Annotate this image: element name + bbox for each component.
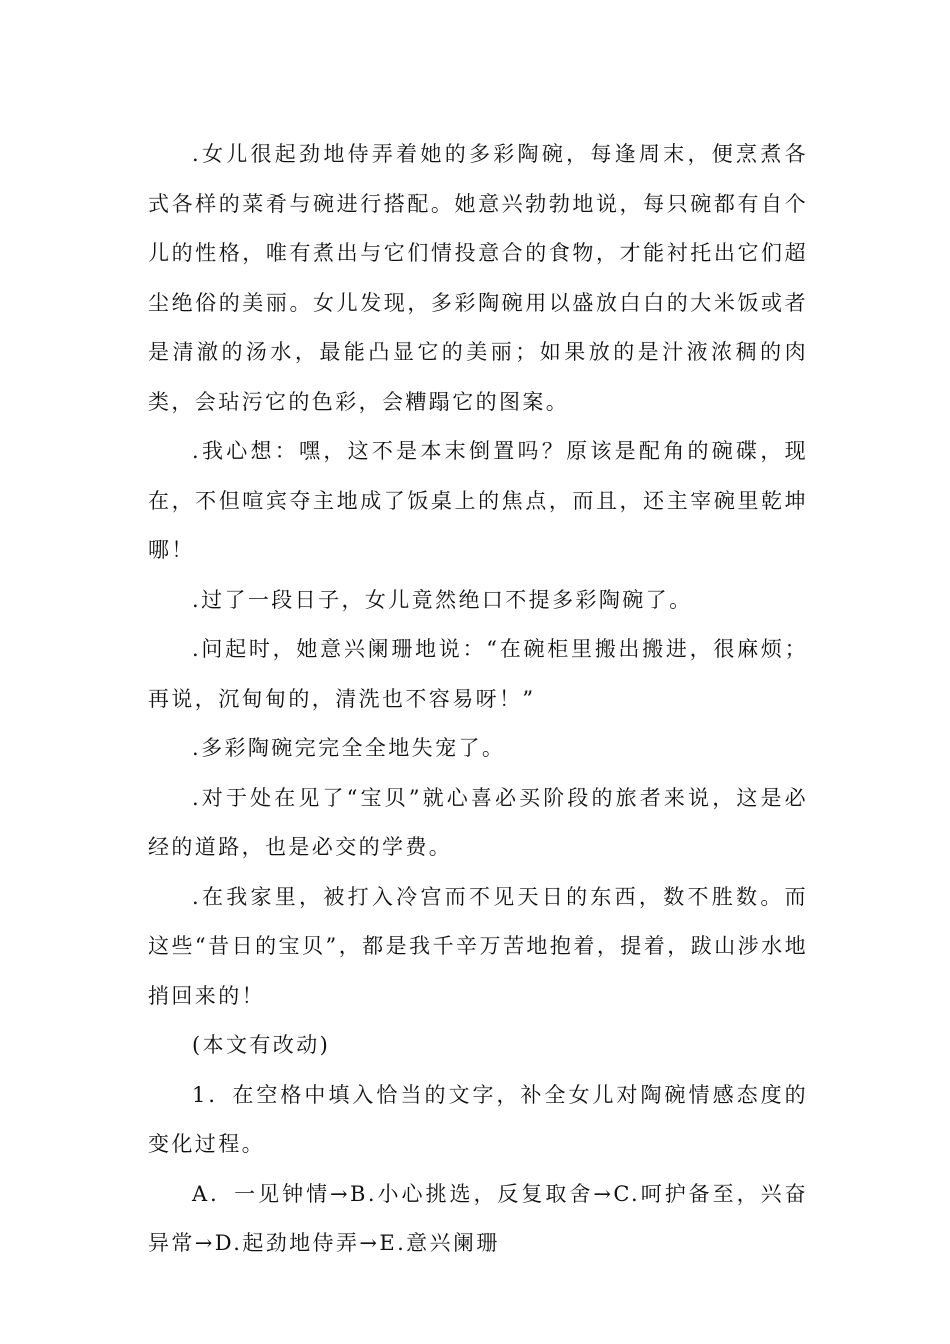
paragraph-6: .对于处在见了“宝贝”就心喜必买阶段的旅者来说，这是必经的道路，也是必交的学费。 bbox=[148, 785, 808, 859]
paragraph-4: .问起时，她意兴阑珊地说：“在碗柜里搬出搬进，很麻烦；再说，沉甸甸的，清洗也不容易呀！” bbox=[148, 637, 808, 711]
question-1: 1．在空格中填入恰当的文字，补全女儿对陶碗情感态度的变化过程。 bbox=[148, 1082, 808, 1156]
paragraph-7: .在我家里，被打入冷宫而不见天日的东西，数不胜数。而这些“昔日的宝贝”，都是我千辛万苦地抱着，提着，跋山涉水地捎回来的！ bbox=[148, 884, 808, 1008]
answer-sequence: A．一见钟情→B.小心挑选，反复取舍→C.呵护备至，兴奋异常→D.起劲地侍弄→E.意兴阑珊 bbox=[148, 1181, 808, 1255]
document-body bbox=[148, 130, 808, 1269]
paragraph-5: .多彩陶碗完完全全地失宠了。 bbox=[192, 736, 506, 760]
paragraph-1: .女儿很起劲地侍弄着她的多彩陶碗，每逢周末，便烹煮各式各样的菜肴与碗进行搭配。她意兴勃勃地说，每只碗都有自个儿的性格，唯有煮出与它们情投意合的食物，才能衬托出它们超尘绝俗的美丽。女儿发现，多彩陶碗用以盛放白白的大米饭或者是清澈的汤水，最能凸显它的美丽；如果放的是汁液浓稠的肉类，会玷污它的色彩，会糟蹋它的图案。 bbox=[148, 142, 808, 414]
source-note: (本文有改动) bbox=[192, 1033, 331, 1057]
paragraph-2: .我心想：嘿，这不是本末倒置吗？原该是配角的碗碟，现在，不但喧宾夺主地成了饭桌上的焦点，而且，还主宰碗里乾坤哪！ bbox=[148, 439, 808, 562]
paragraph-3: .过了一段日子，女儿竟然绝口不提多彩陶碗了。 bbox=[192, 587, 693, 612]
